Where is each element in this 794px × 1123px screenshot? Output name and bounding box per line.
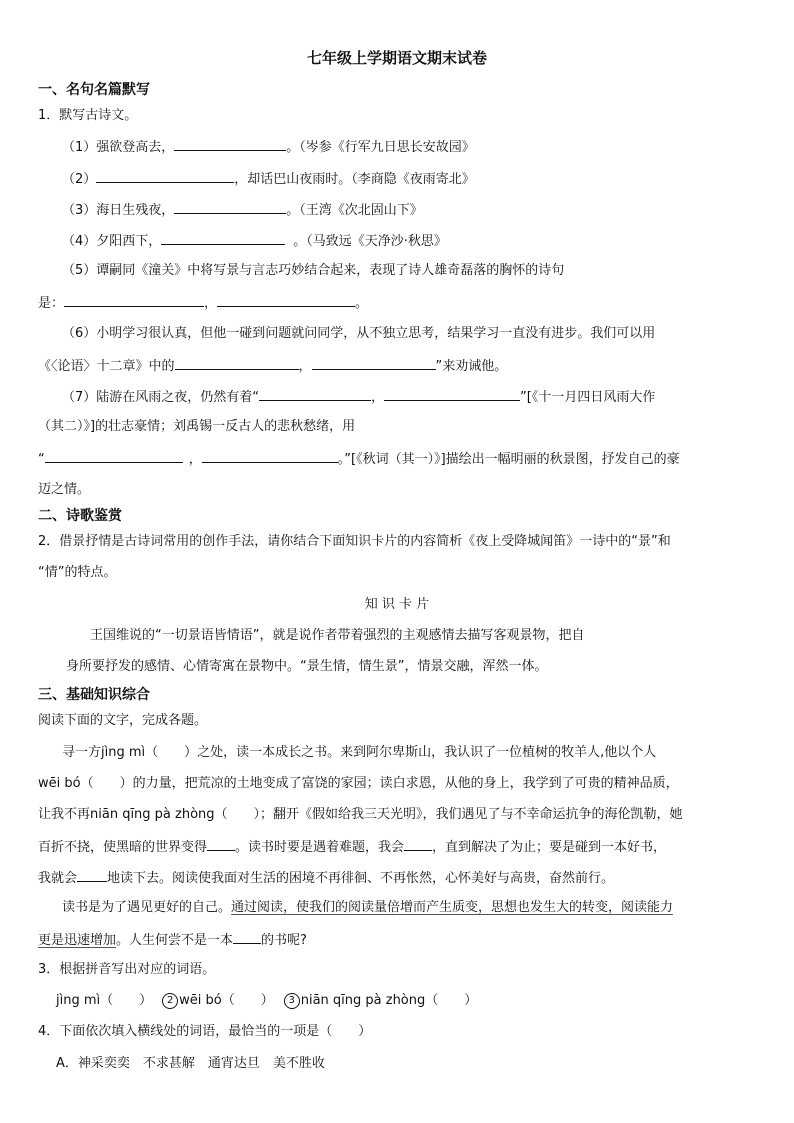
line-text: 。人生何尝不是一本 bbox=[116, 933, 234, 948]
answer-blank[interactable] bbox=[77, 868, 107, 882]
line-text: “ bbox=[38, 452, 45, 467]
pinyin-item-2: wēi bó（ ） bbox=[179, 993, 274, 1008]
line-1-5: （5）谭嗣同《潼关》中将写景与言志巧妙结合起来，表现了诗人雄奇磊落的胸怀的诗句 bbox=[62, 263, 565, 278]
underlined-sentence: 更是迅速增加 bbox=[38, 933, 117, 948]
answer-blank[interactable] bbox=[64, 293, 204, 307]
section-heading-1: 一、名句名篇默写 bbox=[38, 82, 150, 98]
line-text: （4）夕阳西下， bbox=[62, 234, 162, 249]
line-text: ”[《十一月四日风雨大作 bbox=[520, 390, 656, 405]
knowledge-card-line-1: 王国维说的“一切景语皆情语”，就是说作者带着强烈的主观感情去描写客观景物，把自 bbox=[90, 628, 585, 643]
answer-blank[interactable] bbox=[404, 837, 432, 851]
line-text: 。（王湾《次北固山下》 bbox=[286, 203, 423, 218]
line-text: 《〈论语〉十二章》中的 bbox=[38, 359, 175, 374]
answer-blank[interactable] bbox=[384, 387, 520, 401]
line-text: ， bbox=[371, 390, 385, 405]
answer-blank[interactable] bbox=[45, 449, 183, 463]
section-heading-3: 三、基础知识综合 bbox=[38, 687, 150, 703]
line-text: 。（岑参《行军九日思长安故园》 bbox=[286, 140, 475, 155]
line-1-4 bbox=[62, 231, 447, 251]
line-1-6: （6）小明学习很认真，但他一碰到问题就问同学，从不独立思考，结果学习一直没有进步。我们可以用 bbox=[62, 326, 656, 341]
question-1: 1．默写古诗文。 bbox=[38, 108, 138, 123]
question-4: 4．下面依次填入横线处的词语，最恰当的一项是（ ） bbox=[38, 1024, 372, 1039]
answer-blank[interactable] bbox=[207, 837, 235, 851]
line-text: ， bbox=[298, 359, 312, 374]
page-title: 七年级上学期语文期末试卷 bbox=[306, 49, 487, 67]
line-text: 百折不挠，使黑暗的世界变得 bbox=[38, 840, 208, 855]
passage-line-2: wēi bó（ ）的力量，把荒凉的土地变成了富饶的家园；读白求恩，从他的身上，我学到了可贵的精神品质， bbox=[38, 776, 679, 791]
passage-line-3: 让我不再niān qīng pà zhòng（ ）；翻开《假如给我三天光明》，我们遇见了与不幸命运抗争的海伦凯勒，她 bbox=[38, 807, 683, 822]
line-text: （1）强欲登高去， bbox=[62, 140, 175, 155]
line-1-5b bbox=[38, 293, 368, 313]
answer-blank[interactable] bbox=[174, 200, 286, 214]
line-text: ，直到解决了为止；要是碰到一本好书， bbox=[432, 840, 667, 855]
reading-intro: 阅读下面的文字，完成各题。 bbox=[38, 713, 208, 728]
line-1-7b: （其二）》]的壮志豪情；刘禹锡一反古人的悲秋愁绪，用 bbox=[38, 419, 356, 434]
line-text: 我就会 bbox=[38, 871, 78, 886]
line-1-1 bbox=[62, 137, 475, 157]
answer-blank[interactable] bbox=[161, 231, 285, 245]
answer-blank[interactable] bbox=[96, 169, 234, 183]
line-text: 地读下去。阅读使我面对生活的困境不再徘徊、不再怅然，心怀美好与高贵，奋然前行。 bbox=[107, 871, 615, 886]
answer-blank[interactable] bbox=[259, 387, 371, 401]
answer-blank[interactable] bbox=[233, 930, 261, 944]
question-2: 2．借景抒情是古诗词常用的创作手法，请你结合下面知识卡片的内容简析《夜上受降城闻笛》一诗中的“景”和 bbox=[38, 534, 671, 549]
line-1-7d: 迈之情。 bbox=[38, 482, 91, 497]
passage-line-4 bbox=[38, 837, 666, 857]
line-text: ， bbox=[204, 296, 218, 311]
circled-number-3: 3 bbox=[284, 993, 300, 1009]
knowledge-card-line-2: 身所要抒发的感情、心情寄寓在景物中。“景生情，情生景”，情景交融，浑然一体。 bbox=[66, 659, 548, 674]
line-text: 。 bbox=[355, 296, 369, 311]
line-text: ，却话巴山夜雨时。（李商隐《夜雨寄北》 bbox=[234, 172, 475, 187]
question-3: 3．根据拼音写出对应的词语。 bbox=[38, 962, 216, 977]
option-a[interactable]: A．神采奕奕 不求甚解 通宵达旦 美不胜收 bbox=[56, 1056, 325, 1071]
circled-number-2: 2 bbox=[162, 993, 178, 1009]
section-heading-2: 二、诗歌鉴赏 bbox=[38, 508, 122, 524]
underlined-sentence: 通过阅读，使我们的阅读量倍增而产生质变，思想也发生大的转变，阅读能力 bbox=[231, 900, 674, 915]
line-text: 是： bbox=[38, 296, 65, 311]
question-2-cont: “情”的特点。 bbox=[38, 565, 117, 580]
passage-line-5 bbox=[38, 868, 614, 888]
line-text: （3）海日生残夜， bbox=[62, 203, 175, 218]
line-text: ”来劝诫他。 bbox=[435, 359, 508, 374]
line-text: 。”[《秋词（其一）》]描绘出一幅明丽的秋景图，抒发自己的豪 bbox=[337, 452, 680, 467]
knowledge-card-title: 知 识 卡 片 bbox=[364, 597, 430, 612]
line-1-3 bbox=[62, 200, 423, 220]
line-1-6b bbox=[38, 356, 507, 376]
line-text: ， bbox=[188, 452, 202, 467]
line-text: 。（马致远《天净沙·秋思》 bbox=[293, 234, 447, 249]
line-text: 读书是为了遇见更好的自己。 bbox=[62, 900, 232, 915]
line-text: 的书呢? bbox=[261, 933, 307, 948]
answer-blank[interactable] bbox=[312, 356, 436, 370]
answer-blank[interactable] bbox=[217, 293, 355, 307]
line-text: （2） bbox=[62, 172, 97, 187]
passage-line-6 bbox=[62, 899, 673, 917]
answer-blank[interactable] bbox=[174, 137, 286, 151]
answer-blank[interactable] bbox=[175, 356, 299, 370]
passage-line-1: 寻一方jìng mì（ ）之处，读一本成长之书。来到阿尔卑斯山，我认识了一位植树的牧羊人,他以个人 bbox=[62, 745, 657, 760]
line-text: （7）陆游在风雨之夜，仍然有着“ bbox=[62, 390, 260, 405]
question-3-items bbox=[56, 992, 477, 1010]
pinyin-item-3: niān qīng pà zhòng（ ） bbox=[300, 993, 478, 1008]
line-text: 。读书时要是遇着难题，我会 bbox=[235, 840, 405, 855]
line-1-2 bbox=[62, 169, 475, 189]
line-1-7c bbox=[38, 449, 680, 469]
line-1-7 bbox=[62, 387, 655, 407]
answer-blank[interactable] bbox=[202, 449, 338, 463]
pinyin-item-1: jìng mì（ ） bbox=[56, 993, 153, 1008]
passage-line-7 bbox=[38, 930, 307, 950]
